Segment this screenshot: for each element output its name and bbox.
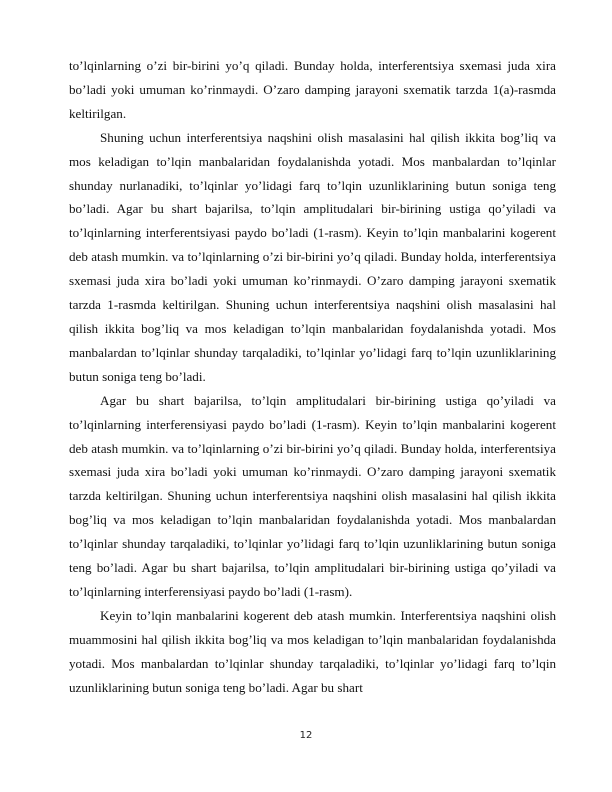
paragraph-4: Keyin to’lqin manbalarini kogerent deb atash mumkin. Interferentsiya naqshini olish muammosini hal qilish ikkita bog’liq va mos keladigan to’lqin manbalaridan foydalanishda yotadi. Mos manbalardan to’lqinlar shunday tarqaladiki, to’lqinlar yo’lidagi farq to’lqin uzunliklarining butun soniga teng bo’ladi. Agar bu shart [69,607,556,695]
document-body [69,54,556,699]
paragraph-1: to’lqinlarning o’zi bir-birini yo’q qiladi. Bunday holda, interferentsiya sxemasi juda xira bo’ladi yoki umuman ko’rinmaydi. O’zaro damping jarayoni sxematik tarzda 1(a)-rasmda keltirilgan. [69,58,556,121]
paragraph-2: Shuning uchun interferentsiya naqshini olish masalasini hal qilish ikkita bog’liq va mos keladigan to’lqin manbalaridan foydalanishda yotadi. Mos manbalardan to’lqinlar shunday nurlanadiki, to’lqinlar yo’lidagi farq to’lqin uzunliklarining butun soniga teng bo’ladi. Agar bu shart bajarilsa, to’lqin amplitudalari bir-birining ustiga qo’yiladi va to’lqinlarning interferentsiyasi paydo bo’ladi (1-rasm). Keyin to’lqin manbalarini kogerent deb atash mumkin. va to’lqinlarning o’zi bir-birini yo’q qiladi. Bunday holda, interferentsiya sxemasi juda xira bo’ladi yoki umuman ko’rinmaydi. O’zaro damping jarayoni sxematik tarzda 1-rasmda keltirilgan. Shuning uchun interferentsiya naqshini olish masalasini hal qilish ikkita bog’liq va mos keladigan to’lqin manbalaridan foydalanishda yotadi. Mos manbalardan to’lqinlar shunday tarqaladiki, to’lqinlar yo’lidagi farq to’lqin uzunliklarining butun soniga teng bo’ladi. [69,129,556,384]
paragraph-3: Agar bu shart bajarilsa, to’lqin amplitudalari bir-birining ustiga qo’yiladi va to’lqinlarning interferensiyasi paydo bo’ladi (1-rasm). Keyin to’lqin manbalarini kogerent deb atash mumkin. va to’lqinlarning o’zi bir-birini yo’q qiladi. Bunday holda, interferentsiya sxemasi juda xira bo’ladi yoki umuman ko’rinmaydi. O’zaro damping jarayoni sxematik tarzda keltirilgan. Shuning uchun interferentsiya naqshini olish masalasini hal qilish ikkita bog’liq va mos keladigan to’lqin manbalaridan foydalanishda yotadi. Mos manbalardan to’lqinlar shunday tarqaladiki, to’lqinlar yo’lidagi farq to’lqin uzunliklarining butun soniga teng bo’ladi. Agar bu shart bajarilsa, to’lqin amplitudalari bir-birining ustiga qo’yiladi va to’lqinlarning interferensiyasi paydo bo’ladi (1-rasm). [69,392,556,599]
page-number: 12 [299,730,313,741]
